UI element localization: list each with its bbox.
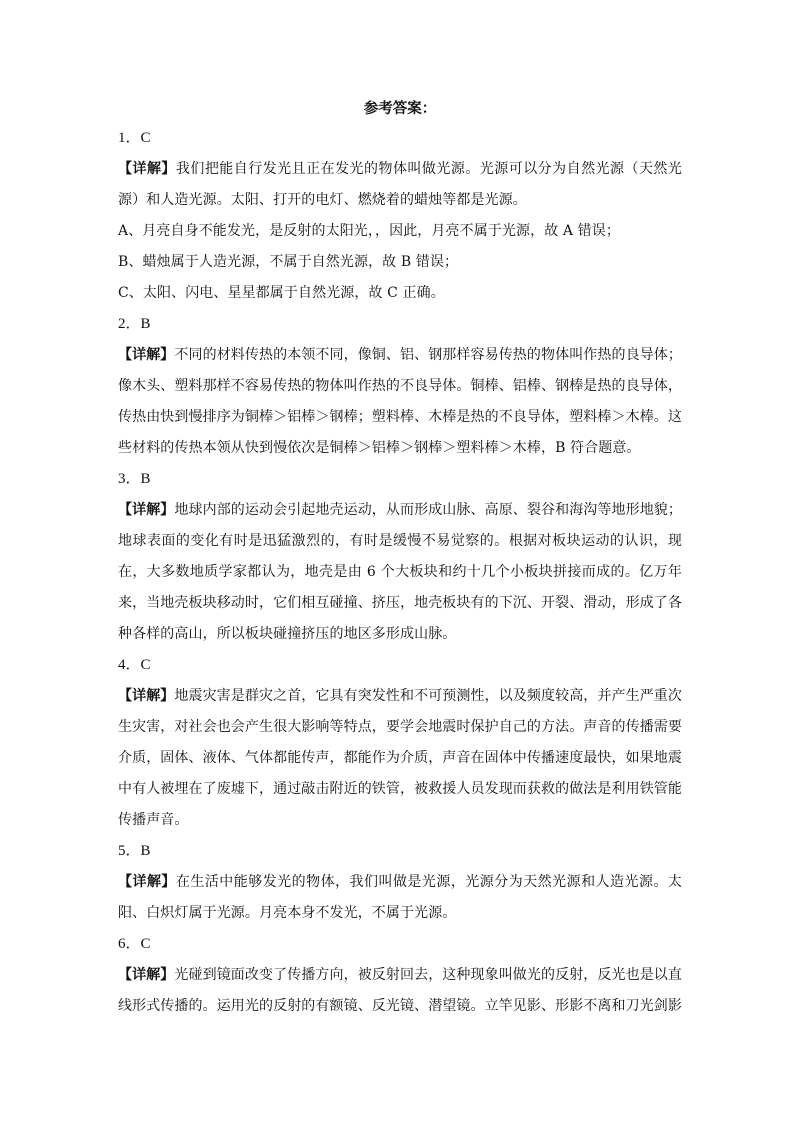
answer-5: [118, 836, 682, 929]
explanation-tag: 【详解】: [118, 688, 175, 704]
answer-number: 4．C: [118, 657, 151, 673]
answer-number: 6．C: [118, 936, 151, 952]
explanation-paragraph: [118, 681, 682, 836]
explanation-paragraph: [118, 340, 682, 464]
explanation-text: 地震灾害是群灾之首，它具有突发性和不可预测性，以及频度较高，并产生严重次生灾害，对社会也会产生很大影响等特点，要学会地震时保护自己的方法。声音的传播需要介质，固体、液体、气体都能传声，都能作为介质，声音在固体中传播速度最快，如果地震中有人被埋在了废墟下，通过敲击附近的铁管，被救援人员发现而获救的做法是利用铁管能传播声音。: [118, 688, 683, 828]
answer-2: [118, 309, 682, 464]
answer-number: 2．B: [118, 316, 151, 332]
answer-1: [118, 123, 682, 309]
answer-4: [118, 650, 682, 836]
option-c-text: C、太阳、闪电、星星都属于自然光源，故 C 正确。: [118, 285, 445, 301]
explanation-text: 我们把能自行发光且正在发光的物体叫做光源。光源可以分为自然光源（天然光源）和人造光源。太阳、打开的电灯、燃烧着的蜡烛等都是光源。: [118, 161, 682, 208]
explanation-tag: 【详解】: [118, 967, 175, 983]
explanation-text: 光碰到镜面改变了传播方向，被反射回去，这种现象叫做光的反射，反光也是以直线形式传播的。运用光的反射的有额镜、反光镜、潜望镜。立竿见影、形影不离和刀光剑影: [118, 967, 683, 1014]
explanation-tag: 【详解】: [118, 347, 175, 363]
answer-number: 5．B: [118, 843, 151, 859]
explanation-paragraph: [118, 154, 682, 216]
answer-3: [118, 464, 682, 650]
explanation-tag: 【详解】: [118, 161, 176, 177]
explanation-tag: 【详解】: [118, 874, 176, 890]
explanation-paragraph: [118, 867, 682, 929]
explanation-paragraph: [118, 495, 682, 650]
answer-number: 1．C: [118, 130, 151, 146]
explanation-paragraph: [118, 960, 682, 1022]
page-title: 参考答案：: [363, 100, 437, 117]
answer-6: [118, 929, 682, 1022]
option-b-text: B、蜡烛属于人造光源，不属于自然光源，故 B 错误；: [118, 254, 459, 270]
explanation-tag: 【详解】: [118, 502, 175, 518]
explanation-text: 不同的材料传热的本领不同，像铜、铝、钢那样容易传热的物体叫作热的良导体；像木头、塑料那样不容易传热的物体叫作热的不良导体。铜棒、铝棒、钢棒是热的良导体，传热由快到慢排序为铜棒＞铝棒＞钢棒；塑料棒、木棒是热的不良导体，塑料棒＞木棒。这些材料的传热本领从快到慢依次是铜棒＞铝棒＞钢棒＞塑料棒＞木棒，B 符合题意。: [118, 347, 683, 456]
explanation-text: 地球内部的运动会引起地壳运动，从而形成山脉、高原、裂谷和海沟等地形地貌；地球表面的变化有时是迅猛激烈的，有时是缓慢不易觉察的。根据对板块运动的认识，现在，大多数地质学家都认为，地壳是由 6 个大板块和约十几个小板块拼接而成的。亿万年来，当地壳板块移动时，它们相互碰撞、挤压，地壳板块有的下沉、开裂、滑动，形成了各种各样的高山，所以板块碰撞挤压的地区多形成山脉。: [118, 502, 683, 642]
answer-number: 3．B: [118, 471, 151, 487]
explanation-text: 在生活中能够发光的物体，我们叫做是光源，光源分为天然光源和人造光源。太阳、白炽灯属于光源。月亮本身不发光，不属于光源。: [118, 874, 682, 921]
option-a-text: A、月亮自身不能发光，是反射的太阳光，，因此，月亮不属于光源，故 A 错误；: [118, 223, 620, 239]
